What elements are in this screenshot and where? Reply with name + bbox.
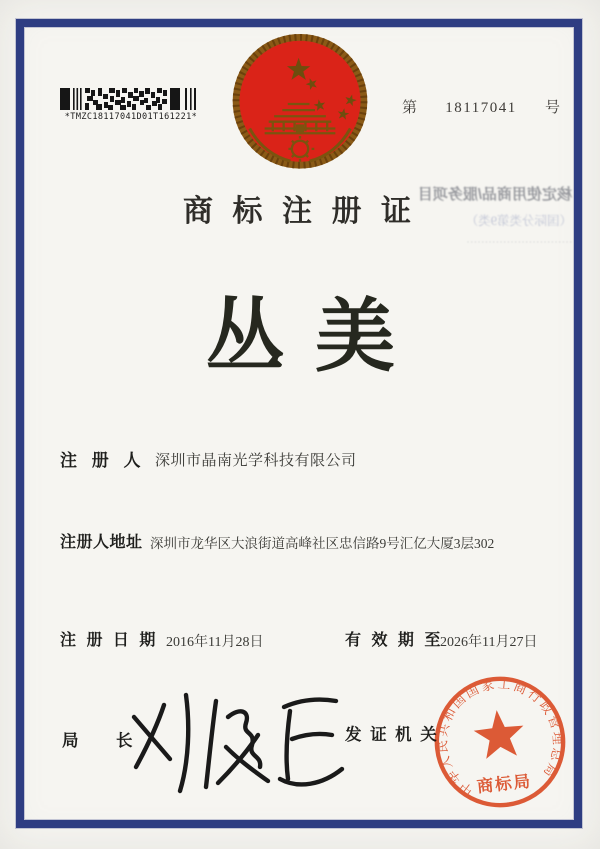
registrant-address-value: 深圳市龙华区大浪街道高峰社区忠信路9号汇亿大厦3层302 (150, 536, 495, 551)
certificate-title: 商 标 注 册 证 (183, 195, 417, 228)
director-signature (130, 683, 345, 801)
director-label-1: 局 (62, 732, 79, 750)
barcode (60, 88, 202, 122)
bleedthrough-line-1: 核定使用商品/服务项目 (417, 186, 572, 203)
bleedthrough-line-3: ····························· (465, 238, 572, 247)
national-emblem-icon (232, 33, 368, 175)
barcode-bars-icon (60, 88, 202, 111)
seal-ring-text: 中华人民共和国国家工商行政管理总局 (434, 676, 566, 799)
registrant-label: 注 册 人 (60, 451, 146, 470)
valid-until-label: 有 效 期 至 (345, 632, 444, 649)
seal-center-text: 商标局 (475, 772, 533, 797)
registration-date-label: 注 册 日 期 (60, 632, 159, 649)
seal-star-icon (472, 708, 527, 760)
issuing-authority-label: 发 证 机 关 (345, 726, 439, 744)
cert-no-suffix: 号 (544, 100, 560, 116)
registrant-address-label: 注册人地址 (60, 534, 143, 551)
trademark-text: 丛美 (205, 292, 425, 381)
certificate-number (402, 96, 560, 117)
barcode-text: *TMZC18117041D01T161221* (64, 112, 198, 122)
official-seal (432, 674, 568, 810)
cert-no-prefix: 第 (402, 100, 418, 116)
registration-date-value: 2016年11月28日 (166, 635, 264, 650)
valid-until-value: 2026年11月27日 (440, 635, 538, 650)
registrant-value: 深圳市晶南光学科技有限公司 (155, 453, 357, 469)
cert-no-value: 18117041 (445, 100, 517, 116)
bleedthrough-line-2: （国际分类第9类） (465, 214, 572, 228)
director-label-2: 长 (116, 732, 133, 750)
